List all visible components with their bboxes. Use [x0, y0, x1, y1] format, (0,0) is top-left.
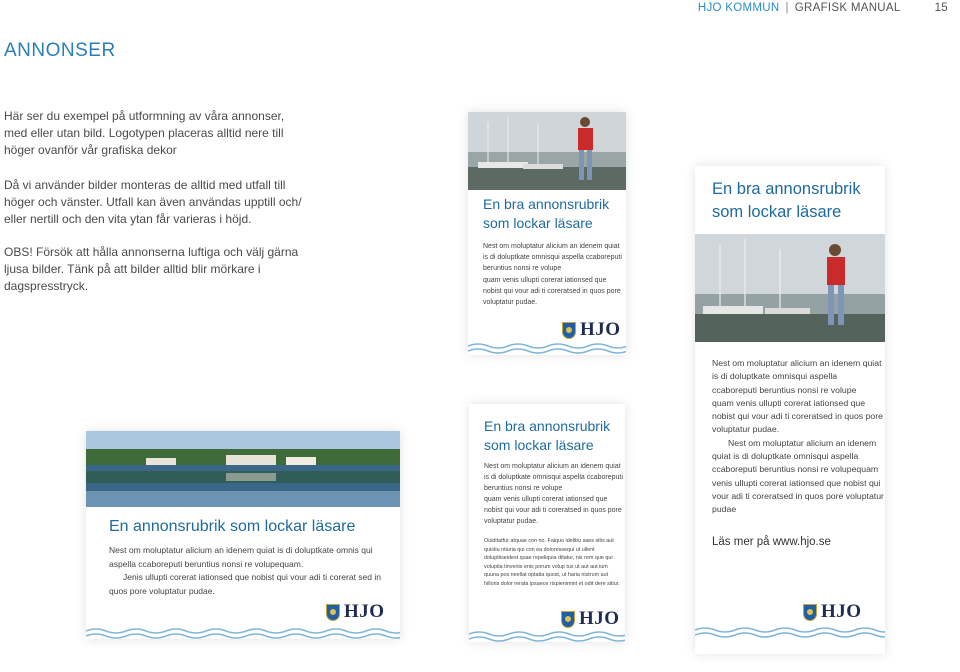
wave-decoration — [468, 342, 626, 354]
ad-small-print: Ouiditatfur atquae con no. Faiquo idelibu saes sitis aut quistiu ntiuria qui con ea doloressequi ut ullent doluptiiseidest quae repeliquia ditatur, nis rem que qui voluptia tinvenis enis porum volup tus ut aut aut ium quuna pos neellat optatia quost, ut haria nistrum aut hilloris dolor rerata ipsaece rispienimint et odit dere sitiur. — [484, 538, 620, 587]
ad-example-4 — [86, 431, 400, 639]
header-doc-title: GRAFISK MANUAL — [794, 2, 901, 14]
ad-body-part-1: Nest om moluptatur alicium an idenem quiat is di doluptkate omnis qui aspella ccaboreputi beruntius nonsi re volupequam. — [109, 545, 373, 569]
hjo-crest-icon — [803, 604, 817, 621]
ad-headline: En bra annonsrubrik som lockar läsare — [712, 180, 861, 221]
ad-read-more-link[interactable]: Läs mer på www.hjo.se — [712, 536, 831, 548]
hjo-logo — [562, 319, 621, 341]
hjo-logo — [561, 608, 620, 630]
ad-photo-lake-town — [86, 431, 400, 507]
ad-body-text — [483, 241, 623, 308]
intro-paragraph-2: Då vi använder bilder monteras de alltid med utfall till höger och vänster. Utfall kan även användas upptill och/ eller nertill och den vita ytan får varieras i höjd. — [4, 178, 302, 226]
page-number: 15 — [934, 2, 948, 14]
intro-paragraph-1: Här ser du exempel på utformning av våra annonser, med eller utan bild. Logotypen placeras alltid nere till höger ovanför vår grafiska dekor — [4, 109, 285, 157]
ad-body-part-1: Nest om moluptatur alicium an idenem quiat is di doluptkate omnisqui aspella ccaboreputi beruntius nonsi re volupe — [484, 463, 623, 492]
ad-headline: En bra annonsrubrik som lockar läsare — [483, 196, 610, 231]
ad2-body-text — [712, 357, 884, 517]
hjo-logo-wordmark: HJO — [579, 608, 620, 629]
ad-example-3 — [469, 404, 625, 642]
wave-decoration — [469, 630, 625, 642]
hjo-crest-icon — [562, 322, 576, 339]
ad-body-part-2: quam venis ullupti corerat iationsed que nobist qui vour adi ti coreratsed in quos pore voluptatur pudae. — [484, 496, 622, 525]
intro-paragraph-3: OBS! Försök att hålla annonserna luftiga och välj gärna ljusa bilder. Tänk på att bilder alltid blir mörkare i dagspresstryck. — [4, 245, 299, 293]
ad-body-part-2: Jenis ullupti corerat iationsed que nobist qui vour adi ti corerat sed in quos pore voluptatur pudae. — [109, 572, 381, 596]
hjo-logo — [326, 601, 385, 623]
ad-body-part-3: Nest om moluptatur alicium an idenem quiat is di doluptkate omnisqui aspella ccaboreputi beruntius nonsi re volupequam venis ullupti corerat iationsed que nobist qui vour adi ti coreratsed in quos pore voluptatur pudae — [712, 437, 884, 515]
hjo-logo — [803, 601, 862, 623]
ad-body-text — [109, 544, 389, 598]
ad-headline: En annonsrubrik som lockar läsare — [109, 518, 356, 535]
header-separator: | — [785, 2, 789, 14]
hjo-logo-wordmark: HJO — [821, 601, 862, 622]
hjo-crest-icon — [326, 604, 340, 621]
ad-body-part-1: Nest om moluptatur alicium an idenem quiat is di doluptkate omnisqui aspella ccaboreputi beruntius nonsi re volupe — [712, 358, 882, 395]
hjo-crest-icon — [561, 611, 575, 628]
page-header — [698, 2, 948, 14]
ad-headline: En bra annonsrubrik som lockar läsare — [484, 418, 611, 453]
header-org: HJO KOMMUN — [697, 2, 780, 14]
ad-photo-harbour-person — [468, 112, 626, 190]
ad-body-part-2: quam venis ullupti corerat iationsed que nobist qui vour adi ti coreratsed in quos pore voluptatur pudae. — [712, 397, 883, 435]
ad-photo-harbour-person — [695, 234, 885, 342]
wave-decoration — [86, 627, 400, 639]
ad-body-text — [484, 461, 624, 527]
hjo-logo-wordmark: HJO — [580, 319, 621, 340]
section-title: ANNONSER — [4, 40, 116, 61]
ad-body-part-2: quam venis ullupti corerat iationsed que nobist qui vour adi ti coreratsed in quos pore voluptatur pudae. — [483, 276, 621, 307]
hjo-logo-wordmark: HJO — [344, 601, 385, 622]
ad-example-1 — [468, 112, 626, 355]
wave-decoration — [695, 626, 885, 638]
ad-body-part-1: Nest om moluptatur alicium an idenem quiat is di doluptkate omnisqui aspella ccaboreputi beruntius nonsi re volupe — [483, 243, 622, 273]
